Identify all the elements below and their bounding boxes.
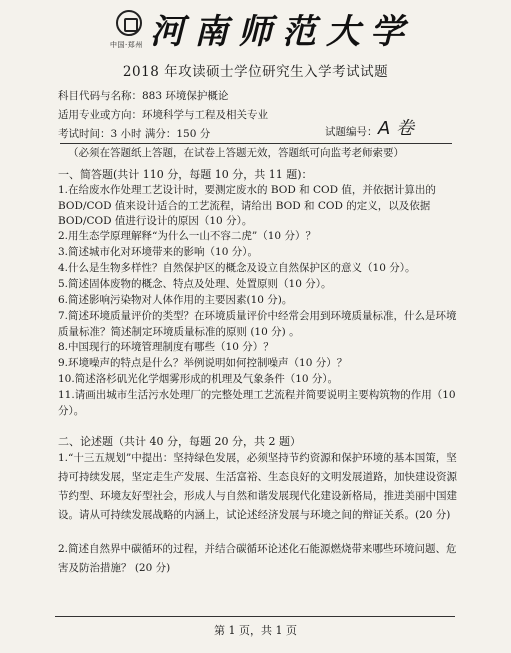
seal-caption: 中国·郑州 bbox=[110, 41, 143, 49]
university-seal-icon bbox=[116, 10, 142, 36]
question-2: 2.用生态学原理解释“为什么一山不容二虎”（10 分）？ bbox=[58, 230, 316, 242]
exam-time-score: 考试时间：3 小时 满分：150 分 bbox=[58, 128, 211, 140]
essay-question-2: 2.简述自然界中碳循环的过程，并结合碳循环论述化石能源燃烧带来哪些环境问题、危害及防治措施？ (20 分) bbox=[58, 543, 457, 574]
applicable-major: 适用专业或方向：环境科学与工程及相关专业 bbox=[58, 109, 268, 121]
question-1: 1.在给废水作处理工艺设计时，要测定废水的 BOD 和 COD 值，并依据计算出的 BOD/COD 值来设计适合的工艺流程，请给出 BOD 和 COD 的定义，以及依据 BOD/COD 值进行设计的原因（10 分）。 bbox=[58, 184, 436, 227]
paper-code: 科目代码与名称：883 环境保护概论 bbox=[58, 90, 229, 102]
university-name: 河南师范大学 bbox=[150, 12, 414, 52]
section2-title: 二、论述题（共计 40 分，每题 20 分，共 2 题） bbox=[58, 435, 301, 448]
divider-line bbox=[60, 143, 452, 144]
paper-version: A 卷 bbox=[378, 118, 415, 139]
question-8: 8.中国现行的环境管理制度有哪些（10 分）？ bbox=[58, 341, 274, 353]
question-10: 10.简述洛杉矶光化学烟雾形成的机理及气象条件（10 分）。 bbox=[58, 373, 339, 385]
essay-question-1: 1.“十三五规划”中提出：坚持绿色发展，必须坚持节约资源和保护环境的基本国策，坚持可持续发展，坚定走生产发展、生活富裕、生态良好的文明发展道路，加快建设资源节约型、环境友好型社会，形成人与自然和谐发展现代化建设新格局，推进美丽中国建设。请从可持续发展战略的内涵上，试论述经济发展与环境之间的辩证关系。(20 分) bbox=[58, 452, 457, 521]
question-7: 7.简述环境质量评价的类型？在环境质量评价中经常会用到环境质量标准，什么是环境质量标准？简述制定环境质量标准的原则 (10 分) 。 bbox=[58, 310, 457, 338]
question-11: 11.请画出城市生活污水处理厂的完整处理工艺流程并简要说明主要构筑物的作用（10 分）。 bbox=[58, 389, 456, 417]
exam-title: 2018 年攻读硕士学位研究生入学考试试题 bbox=[122, 64, 389, 80]
question-5: 5.简述固体废物的概念、特点及处理、处置原则（10 分）。 bbox=[58, 278, 332, 290]
exam-notice: （必须在答题纸上答题，在试卷上答题无效，答题纸可向监考老师索要） bbox=[68, 147, 404, 159]
question-4: 4.什么是生物多样性？自然保护区的概念及设立自然保护区的意义（10 分）。 bbox=[58, 262, 416, 274]
serial-label: 试题编号： bbox=[325, 126, 378, 138]
header bbox=[0, 4, 511, 58]
section1-title: 一、简答题(共计 110 分，每题 10 分，共 11 题)： bbox=[58, 168, 313, 181]
page-number: 第 1 页，共 1 页 bbox=[214, 624, 297, 637]
question-9: 9.环境噪声的特点是什么？举例说明如何控制噪声（10 分）？ bbox=[58, 357, 348, 369]
footer-divider bbox=[55, 616, 455, 617]
question-3: 3.简述城市化对环境带来的影响（10 分）。 bbox=[58, 246, 258, 258]
question-6: 6.简述影响污染物对人体作用的主要因素(10 分)。 bbox=[58, 294, 293, 306]
